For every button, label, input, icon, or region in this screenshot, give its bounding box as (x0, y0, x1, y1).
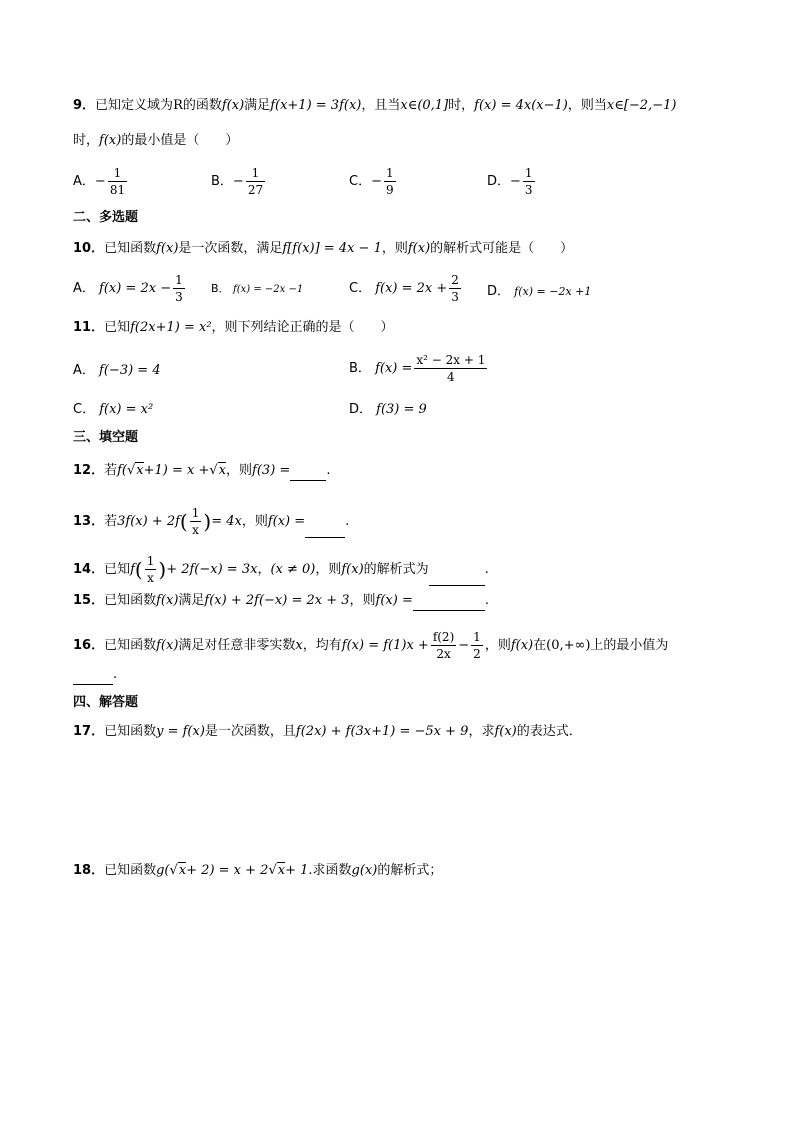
fraction (145, 553, 157, 586)
fraction (471, 629, 483, 662)
numerator: 2 (451, 273, 459, 287)
math-expr: + 1 (285, 863, 309, 878)
math-expr: f(x) = (375, 361, 413, 376)
math-expr: 3f(x) + 2f (117, 514, 180, 529)
numerator: x² − 2x + 1 (416, 353, 486, 367)
sqrt-content: x (136, 463, 144, 478)
fraction (414, 352, 487, 385)
question-text: ，则 (226, 463, 253, 478)
fraction (523, 165, 535, 198)
question-number: 17． (73, 724, 105, 739)
math-expr: f(x) (156, 241, 179, 256)
answer-blank[interactable] (429, 571, 485, 586)
math-expr: f (130, 562, 135, 577)
math-expr: g( (156, 863, 170, 878)
question-number: 13． (73, 514, 105, 529)
punctuation: . (484, 593, 489, 608)
question-16-line-1 (73, 629, 668, 662)
question-text: 已知 (104, 562, 131, 577)
question-text: 已知 (104, 320, 131, 335)
sqrt-icon: √ (268, 863, 277, 878)
math-expr: f(x) = −2x −1 (233, 284, 304, 295)
sqrt-content: x (277, 863, 286, 878)
question-text: .求函数 (308, 863, 352, 878)
option-d[interactable] (349, 398, 427, 417)
option-d[interactable] (487, 165, 537, 198)
math-expr: = 4x (211, 514, 242, 529)
punctuation: . (345, 514, 350, 529)
question-9-line-2 (73, 131, 238, 151)
question-number: 16． (73, 638, 105, 653)
punctuation: . (326, 463, 331, 478)
option-b[interactable] (349, 352, 489, 385)
question-text: 已知函数 (104, 241, 157, 256)
sqrt-content: x (218, 463, 227, 478)
math-expr: f(x) = −2x +1 (514, 285, 592, 298)
math-sign: − (458, 638, 470, 653)
numerator: 1 (246, 165, 265, 182)
answer-blank[interactable] (290, 466, 326, 481)
question-text: ，均有 (302, 638, 342, 653)
question-text: 是一次函数，满足 (178, 241, 283, 256)
question-text: 已知函数 (104, 863, 157, 878)
question-text: 已知函数 (104, 638, 157, 653)
question-number: 10． (73, 241, 105, 256)
question-text: 是一次函数，且 (204, 724, 296, 739)
left-paren: ( (134, 557, 143, 582)
answer-blank[interactable] (413, 596, 485, 611)
option-d[interactable] (487, 280, 591, 299)
math-expr: f(x) (156, 638, 179, 653)
sqrt-icon: √ (209, 463, 218, 478)
option-label: A． (73, 363, 95, 378)
math-expr: f(x) (510, 638, 534, 653)
math-sign: − (94, 174, 106, 189)
math-expr: f(−3) = 4 (99, 363, 161, 378)
fraction (431, 629, 456, 662)
math-expr: x∈[−2,−1) (606, 98, 677, 113)
math-expr: f(2x) + f(3x+1) = −5x + 9 (295, 724, 469, 739)
math-expr: (x ≠ 0) (270, 562, 316, 577)
question-text: ，且当 (361, 98, 401, 113)
math-expr: f(x) (341, 562, 364, 577)
option-label: D． (349, 402, 373, 417)
question-text: ，则 (349, 593, 376, 608)
fraction (449, 272, 461, 305)
numerator: 1 (175, 273, 183, 287)
denominator: x (147, 571, 154, 585)
option-b[interactable] (211, 165, 267, 198)
math-expr: f( (117, 463, 127, 478)
numerator: 1 (473, 630, 481, 644)
punctuation: . (113, 667, 118, 682)
numerator: f(2) (432, 630, 455, 644)
math-expr: f(3) = 9 (376, 402, 427, 417)
denominator: 3 (175, 290, 183, 304)
numerator: 1 (108, 165, 127, 182)
math-sign: − (371, 174, 382, 189)
question-text: 已知定义域为 (95, 98, 174, 113)
question-number: 9． (73, 98, 96, 113)
option-b[interactable] (211, 280, 303, 296)
option-label: C． (73, 402, 96, 417)
math-expr: f(x) + 2f(−x) = 2x + 3 (204, 593, 350, 608)
math-expr: x∈(0,1] (400, 98, 449, 113)
math-expr: f(x) = f(1)x + (341, 638, 429, 653)
math-expr: g(x) (351, 863, 378, 878)
option-label: B． (211, 174, 233, 189)
question-10-line-1 (73, 239, 573, 259)
math-var: x (295, 638, 303, 653)
punctuation: . (484, 562, 489, 577)
math-expr: f(x) (407, 241, 431, 256)
question-13 (73, 505, 349, 538)
numerator: 1 (191, 506, 200, 520)
math-expr: f(x) (156, 593, 179, 608)
question-text: 若 (104, 463, 118, 478)
fraction (108, 165, 127, 198)
question-text: 的函数 (182, 98, 222, 113)
option-label: D． (487, 174, 511, 189)
math-expr: f(x) = x² (99, 402, 154, 417)
question-number: 18． (73, 863, 105, 878)
numerator: 1 (524, 166, 533, 180)
math-expr: f(x+1) = 3f(x) (270, 98, 362, 113)
question-12 (73, 461, 330, 481)
math-expr: f(x) = (267, 514, 306, 529)
question-text: ，则 (241, 514, 268, 529)
question-text: ，则当 (567, 98, 607, 113)
question-text: 的表达式． (516, 724, 582, 739)
question-number: 15． (73, 593, 105, 608)
math-sign: − (510, 174, 521, 189)
question-text: 上的最小值为 (590, 638, 669, 653)
option-label: A． (73, 281, 95, 296)
left-paren: ( (179, 509, 188, 534)
fraction (384, 165, 396, 198)
denominator: 3 (524, 183, 533, 197)
denominator: 4 (447, 370, 455, 384)
answer-blank[interactable] (305, 523, 345, 538)
question-text: 已知函数 (104, 593, 157, 608)
option-a[interactable] (73, 272, 187, 305)
option-c[interactable] (73, 398, 153, 417)
answer-blank[interactable] (73, 670, 113, 685)
math-expr: f(x) = 4x(x−1) (474, 98, 568, 113)
math-expr: (0,+∞) (546, 638, 591, 653)
question-16-line-2 (73, 665, 117, 685)
section-heading-multiple-choice: 二、多选题 (73, 210, 139, 225)
denominator: 2 (473, 647, 481, 661)
option-label: C． (349, 174, 372, 189)
option-a[interactable] (73, 165, 129, 198)
question-text: 满足 (178, 593, 205, 608)
question-text: 满足 (244, 98, 271, 113)
question-number: 12． (73, 463, 105, 478)
option-label: C． (349, 281, 372, 296)
math-expr: f(x) (494, 724, 517, 739)
math-expr: + 2f(−x) = 3x (166, 562, 258, 577)
question-text: 的解析式可能是（ ） (430, 241, 574, 256)
denominator: x (192, 523, 199, 537)
numerator: 1 (385, 166, 394, 180)
question-text: ，求 (468, 724, 495, 739)
fraction (246, 165, 265, 198)
question-text: 满足对任意非零实数 (178, 638, 296, 653)
question-text: 若 (104, 514, 118, 529)
question-14 (73, 553, 489, 586)
sqrt-icon: √ (169, 863, 178, 878)
option-label: B． (349, 361, 371, 376)
sqrt-icon: √ (127, 463, 136, 478)
question-text: 时， (73, 133, 100, 148)
question-15 (73, 591, 489, 611)
math-expr: f(x) = 2x + (375, 281, 448, 296)
math-sign: − (232, 174, 244, 189)
question-text: 在 (533, 638, 547, 653)
math-expr: y = f(x) (156, 724, 205, 739)
denominator: 3 (451, 290, 459, 304)
question-18 (73, 861, 442, 881)
fraction (173, 272, 185, 305)
question-text: 的最小值是（ ） (121, 133, 239, 148)
right-paren: ) (158, 557, 167, 582)
math-expr: f(x) (99, 133, 122, 148)
option-a[interactable] (73, 359, 161, 378)
denominator: 27 (247, 183, 264, 197)
sqrt-content: x (178, 863, 187, 878)
denominator: 81 (109, 183, 126, 197)
question-text: 已知函数 (104, 724, 157, 739)
option-label: B． (211, 282, 230, 295)
question-11-line-1 (73, 318, 394, 338)
question-number: 11． (73, 320, 105, 335)
question-text: ，则 (484, 638, 511, 653)
denominator: 2x (436, 647, 451, 661)
section-heading-fill-in: 三、填空题 (73, 430, 139, 445)
math-expr: f(x) = 2x − (99, 281, 172, 296)
math-expr: f(2x+1) = x² (130, 320, 212, 335)
question-text: ， (257, 562, 271, 577)
section-heading-answer: 四、解答题 (73, 695, 139, 710)
fraction (190, 505, 202, 538)
math-expr: +1) = x + (143, 463, 210, 478)
question-17 (73, 722, 582, 742)
math-expr: f(x) = (375, 593, 413, 608)
right-paren: ) (203, 509, 212, 534)
numerator: 1 (146, 554, 155, 568)
question-text: ，则 (381, 241, 408, 256)
question-number: 14． (73, 562, 105, 577)
question-text: 时， (448, 98, 475, 113)
math-expr: f[f(x)] = 4x − 1 (282, 241, 382, 256)
math-expr: f(3) = (252, 463, 291, 478)
option-label: A． (73, 174, 95, 189)
math-symbol: R (173, 98, 183, 113)
math-expr: f(x) (221, 98, 245, 113)
denominator: 9 (385, 183, 394, 197)
question-text: 的解析式； (377, 863, 443, 878)
question-text: ，则 (315, 562, 342, 577)
option-c[interactable] (349, 165, 398, 198)
math-expr: + 2) = x + 2 (186, 863, 269, 878)
question-text: 的解析式为 (363, 562, 429, 577)
question-text: ，则下列结论正确的是（ ） (211, 320, 394, 335)
option-c[interactable] (349, 272, 463, 305)
option-label: D． (487, 284, 511, 299)
question-9-line-1 (73, 96, 676, 116)
